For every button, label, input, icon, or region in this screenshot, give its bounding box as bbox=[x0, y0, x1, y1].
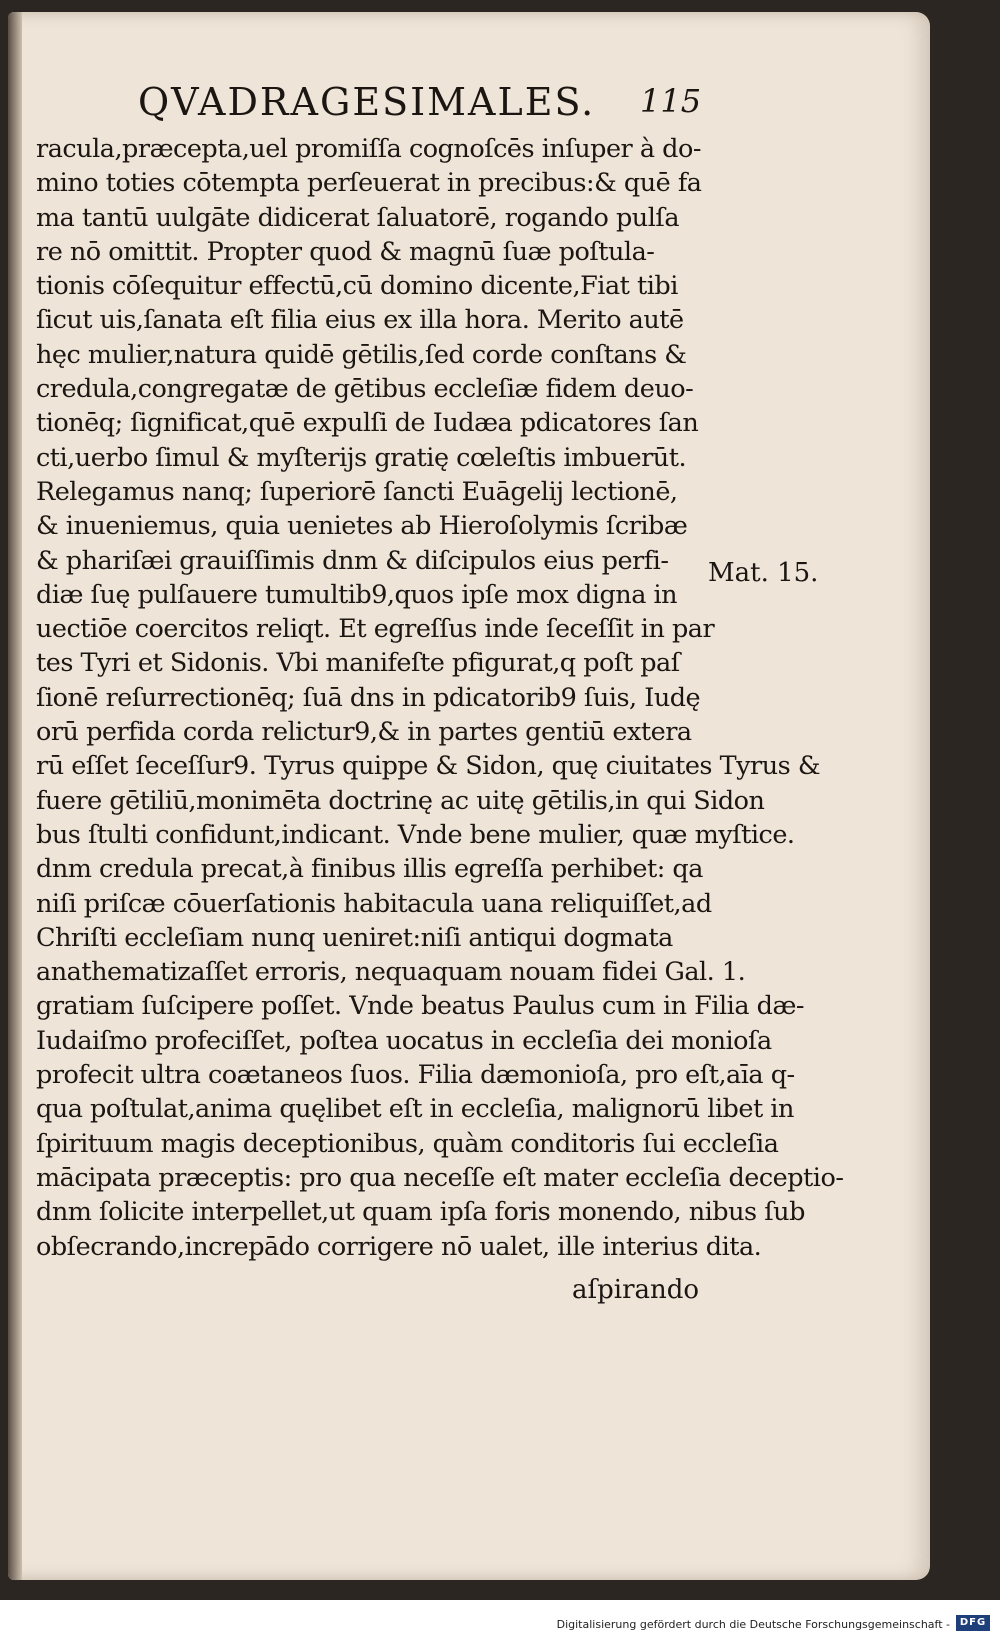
text-line: diæ ſuę pulſauere tumultib9,quos ipſe mox digna in bbox=[36, 579, 678, 610]
margin-note: Mat. 15. bbox=[708, 558, 819, 588]
text-line: mācipata præceptis: pro qua neceſſe eſt mater eccleſia deceptio- bbox=[36, 1162, 844, 1193]
page-header bbox=[138, 80, 838, 140]
text-line: credula,congregatæ de gētibus eccleſiæ fidem deuo- bbox=[36, 374, 694, 405]
dfg-logo: DFG bbox=[956, 1615, 990, 1631]
text-line: hęc mulier,natura quidē gētilis,ſed corde conſtans & bbox=[36, 339, 687, 370]
text-line: gratiam ſuſcipere poſſet. Vnde beatus Paulus cum in Filia dæ- bbox=[36, 991, 805, 1022]
body-text bbox=[36, 132, 844, 1264]
text-line: ſpirituum magis deceptionibus, quàm conditoris ſui eccleſia bbox=[36, 1128, 779, 1159]
text-line: anathematizaſſet erroris, nequaquam nouam fidei Gal. 1. bbox=[36, 957, 746, 988]
text-line: tes Tyri et Sidonis. Vbi manifeſte pfigurat,q poſt paſ bbox=[36, 648, 680, 679]
text-line: obſecrando,increpādo corrigere nō ualet, ille interius dita. bbox=[36, 1231, 762, 1262]
text-line: dnm credula precat,à finibus illis egreſſa perhibet: qa bbox=[36, 854, 703, 885]
text-line: tionis cōſequitur effectū,cū domino dicente,Fiat tibi bbox=[36, 271, 678, 302]
page-gutter bbox=[8, 12, 22, 1580]
text-line: Iudaiſmo profeciſſet, poſtea uocatus in eccleſia dei monioſa bbox=[36, 1025, 772, 1056]
text-line: niſi priſcæ cōuerſationis habitacula uana reliquiſſet,ad bbox=[36, 888, 712, 919]
text-line: re nō omittit. Propter quod & magnū ſuæ poſtula- bbox=[36, 236, 655, 267]
text-line: qua poſtulat,anima quęlibet eſt in eccleſia, malignorū libet in bbox=[36, 1094, 794, 1125]
text-line: racula,præcepta,uel promiſſa cognoſcēs inſuper à do- bbox=[36, 134, 701, 164]
text-line: ſicut uis,ſanata eſt filia eius ex illa hora. Merito autē bbox=[36, 305, 684, 336]
text-line: cti,uerbo ſimul & myſterijs gratię cœleſtis imbuerūt. bbox=[36, 442, 687, 473]
text-line: fuere gētiliū,monimēta doctrinę ac uitę gētilis,in qui Sidon bbox=[36, 785, 765, 816]
footer-bar bbox=[0, 1600, 1000, 1636]
text-line: & inueniemus, quia uenietes ab Hieroſolymis ſcribæ bbox=[36, 511, 688, 542]
text-line: bus ſtulti confidunt,indicant. Vnde bene mulier, quæ myſtice. bbox=[36, 819, 795, 850]
catchword: aſpirando bbox=[572, 1275, 700, 1305]
text-line: rū eſſet ſeceſſur9. Tyrus quippe & Sidon, quę ciuitates Tyrus & bbox=[36, 751, 821, 782]
text-line: Chriſti eccleſiam nunq ueniret:niſi antiqui dogmata bbox=[36, 922, 673, 953]
text-line: mino toties cōtempta perſeuerat in precibus:& quē fa bbox=[36, 168, 702, 199]
running-title: QVADRAGESIMALES. bbox=[138, 80, 596, 124]
text-line: uectiōe coercitos reliqt. Et egreſſus inde ſeceſſit in par bbox=[36, 614, 715, 645]
text-line: Relegamus nanq; ſuperiorē ſancti Euāgelij lectionē, bbox=[36, 476, 678, 507]
text-line: orū perfida corda relictur9,& in partes gentiū extera bbox=[36, 717, 692, 748]
text-line: & phariſæi grauiſſimis dnm & diſcipulos eius perfi- bbox=[36, 545, 669, 576]
folio-number: 115 bbox=[640, 82, 702, 120]
text-line: ſionē reſurrectionēq; ſuā dns in pdicatorib9 ſuis, Iudę bbox=[36, 682, 701, 713]
text-line: dnm ſolicite interpellet,ut quam ipſa foris monendo, nibus ſub bbox=[36, 1197, 805, 1228]
text-line: ma tantū uulgāte didicerat ſaluatorē, rogando pulſa bbox=[36, 202, 680, 233]
text-line: profecit ultra coætaneos ſuos. Filia dæmonioſa, pro eſt,aīa q- bbox=[36, 1060, 795, 1091]
text-line: tionēq; ſignificat,quē expulſi de Iudæa pdicatores ſan bbox=[36, 408, 699, 439]
funding-credit: Digitalisierung gefördert durch die Deutsche Forschungsgemeinschaft - bbox=[556, 1618, 950, 1631]
